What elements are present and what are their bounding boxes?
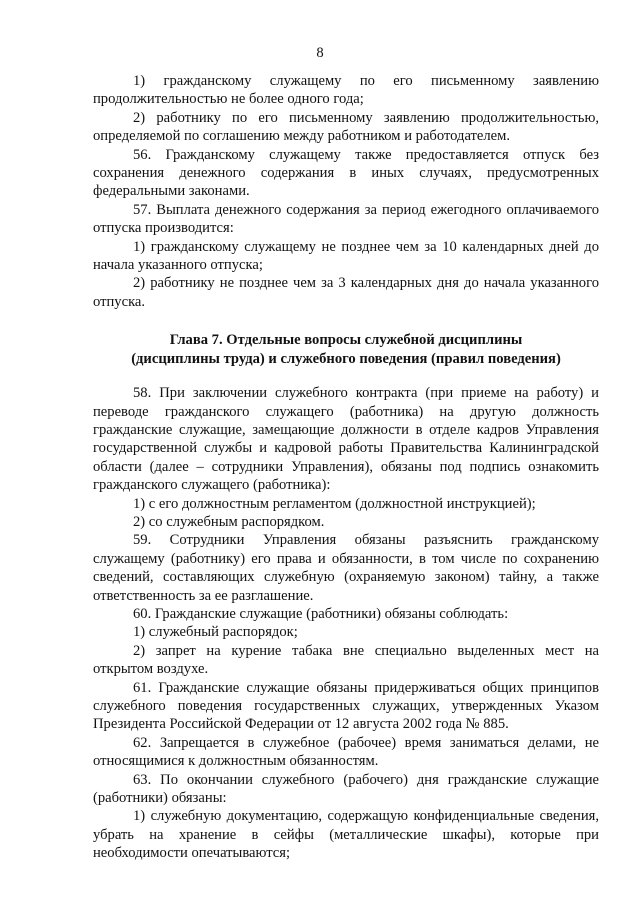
chapter-heading-line2: (дисциплины труда) и служебного поведения (правил поведения): [131, 350, 561, 367]
paragraph: 57. Выплата денежного содержания за период ежегодного оплачиваемого отпуска производится:: [93, 201, 599, 237]
chapter-heading: [93, 331, 599, 368]
paragraph: 2) со служебным распорядком.: [133, 513, 325, 530]
paragraph: 2) работнику по его письменному заявлению продолжительностью, определяемой по соглашению между работником и работодателем.: [93, 109, 599, 145]
document-body: [93, 72, 599, 863]
paragraph: 2) запрет на курение табака вне специально выделенных мест на открытом воздухе.: [93, 642, 599, 678]
paragraph: 63. По окончании служебного (рабочего) дня гражданские служащие (работники) обязаны:: [93, 771, 599, 807]
paragraph: 1) с его должностным регламентом (должностной инструкцией);: [133, 495, 536, 512]
page-number: 8: [316, 45, 324, 61]
paragraph: 2) работнику не позднее чем за 3 календарных дня до начала указанного отпуска.: [93, 275, 599, 310]
paragraph: 61. Гражданские служащие обязаны придерживаться общих принципов служебного поведения государственных служащих, утвержденных Указом Президента Российской Федерации от 12 августа 2002 года № 885.: [93, 679, 599, 733]
paragraph: 58. При заключении служебного контракта (при приеме на работу) и переводе гражданского служащего (работника) на другую должность гражданские служащие, замещающие должности в отделе кадров Управления государственной службы и кадровой работы Правительства Калининградской области (далее – сотрудники Управления), обязаны под подпись ознакомить гражданского служащего (работника):: [93, 385, 599, 494]
chapter-heading-line1: Глава 7. Отдельные вопросы служебной дисциплины: [169, 332, 523, 349]
paragraph: 62. Запрещается в служебное (рабочее) время заниматься делами, не относящимися к должностным обязанностям.: [93, 734, 599, 770]
paragraph: 1) гражданскому служащему не позднее чем за 10 календарных дней до начала указанного отпуска;: [93, 238, 599, 274]
paragraph: 59. Сотрудники Управления обязаны разъяснить гражданскому служащему (работнику) его права и обязанности, в том числе по сохранению сведений, составляющих служебную (охраняемую законом) тайну, а также ответственность за ее разглашение.: [93, 532, 599, 604]
paragraph: 1) гражданскому служащему по его письменному заявлению продолжительностью не более одного года;: [93, 73, 599, 108]
paragraph: 1) служебный распорядок;: [133, 624, 298, 641]
paragraph: 56. Гражданскому служащему также предоставляется отпуск без сохранения денежного содержания в иных случаях, предусмотренных федеральными законами.: [93, 146, 599, 200]
paragraph: 60. Гражданские служащие (работники) обязаны соблюдать:: [133, 605, 509, 622]
paragraph: 1) служебную документацию, содержащую конфиденциальные сведения, убрать на хранение в сейфы (металлические шкафы), которые при необходимости опечатываются;: [93, 808, 599, 862]
